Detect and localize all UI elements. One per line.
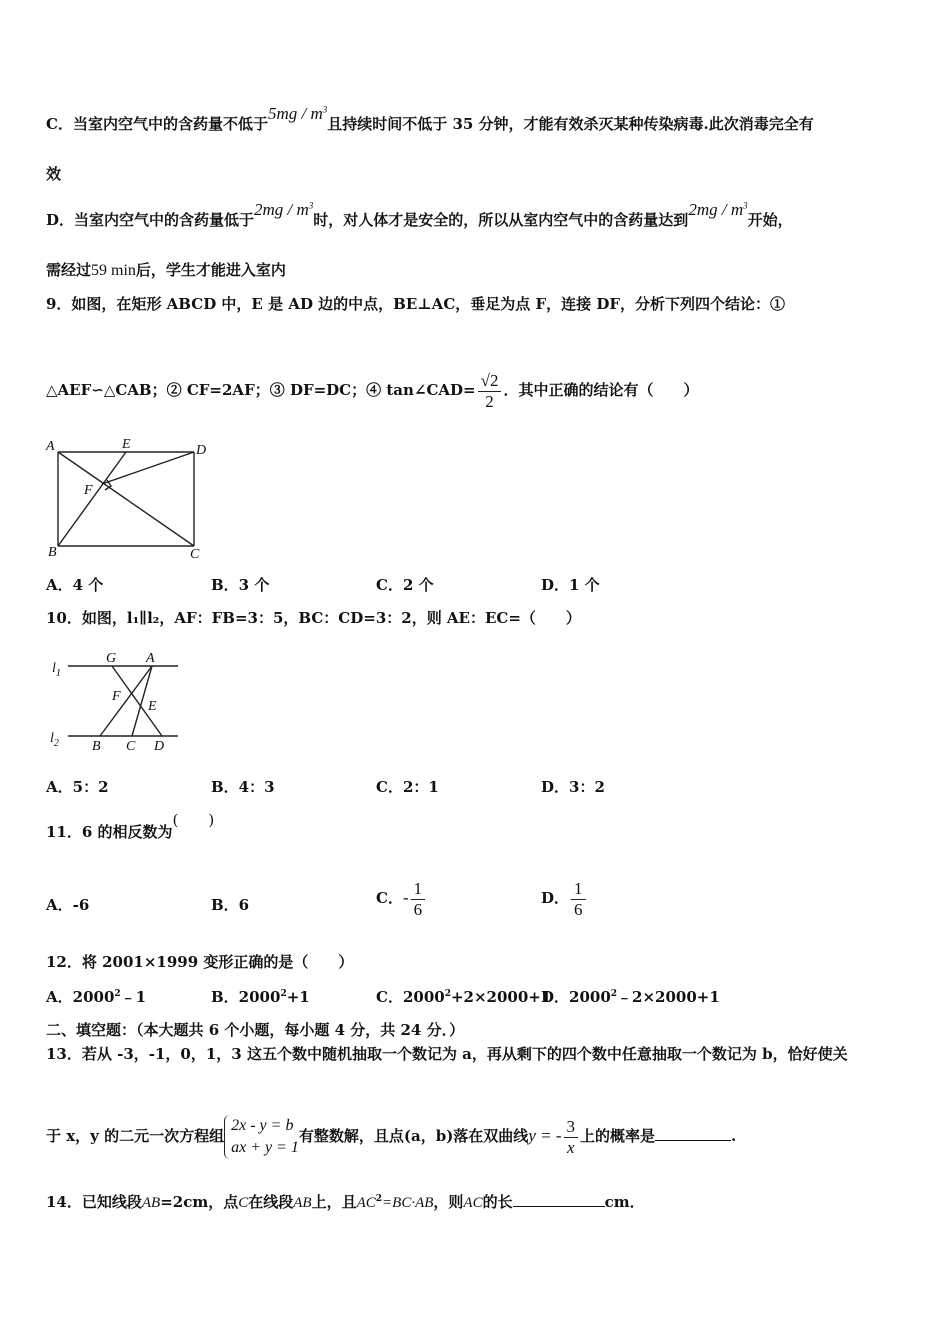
q11-stem: 11．6 的相反数为( ) [46,811,215,841]
q9-figure-rectangle [44,436,224,562]
fig9-label-b: B [48,545,57,560]
q11-option-b: B．6 [211,896,250,914]
q12-option-b: B．$2000^2+1$ [211,988,310,1006]
fig9-label-d: D [196,443,207,458]
fig10-label-l2: $l_2$ [50,731,59,749]
fig10-label-e: E [148,699,157,714]
q9-option-a: A．4 个 [46,576,104,594]
q11-option-d: D． $\frac{1}{6}$ [541,868,588,928]
q13-stem-line1: 13．若从 -3，-1，0，1，3 这五个数中随机抽取一个数记为 a，再从剩下的四个数中任意抽取一个数记为 b，恰好使关 [46,1045,848,1063]
q13-hyperbola-fraction: $\frac{3}{x}$ [564,1117,579,1158]
q12-stem: 12．将 2001×1999 变形正确的是（ ） [46,953,354,971]
q14-answer-blank[interactable] [513,1206,605,1207]
q9-option-c: C．2 个 [376,576,434,594]
q12-option-c: C．$2000^2+2\times 2000+1$ [376,988,552,1006]
q10-stem: 10．如图，l₁∥l₂，AF：FB=3：5，BC：CD=3：2，则 AE：EC=（ ） [46,609,581,627]
fig9-label-c: C [190,547,200,562]
q9-stem-line1: 9．如图，在矩形 ABCD 中，E 是 AD 边的中点，BE⊥AC，垂足为点 F，连接 DF，分析下列四个结论：① [46,295,786,313]
q11-option-c: C．- $\frac{1}{6}$ [376,868,427,928]
q10-option-d: D．3：2 [541,778,605,796]
q8-option-d-cont: 需经过59 min后，学生才能进入室内 [46,261,286,279]
fig10-label-g: G [106,651,117,666]
q8-option-c: C．当室内空气中的含药量不低于$5mg / m^3$且持续时间不低于 35 分钟，才能有效杀灭某种传染病毒.此次消毒完全有 [46,104,814,133]
q12-option-d: D．$2000^2﹣2\times 2000+1$ [541,988,720,1006]
fig10-label-d: D [154,739,165,754]
q9-option-d: D．1 个 [541,576,600,594]
section-2-heading: 二、填空题：（本大题共 6 个小题，每小题 4 分，共 24 分．） [46,1021,465,1039]
q9-stem-line2: △AEF∽△CAB；② CF=2AF；③ DF=DC；④ tan∠CAD= $\frac{√2}{2}$ ．其中正确的结论有（ ） [46,370,699,411]
fig10-label-b: B [92,739,101,754]
q9-fraction: $\frac{√2}{2}$ [478,371,502,412]
fig10-label-a: A [146,651,155,666]
fig9-label-a: A [46,439,55,454]
fig10-label-f: F [112,689,121,704]
fig10-label-c: C [126,739,136,754]
q8-d-unit2: $2mg / m^3$ [688,200,748,219]
q13-equation-system: 2x - y = b ax + y = 1 [224,1115,299,1159]
q8-option-c-cont: 效 [46,165,62,183]
q10-option-c: C．2：1 [376,778,439,796]
fig9-label-e: E [122,437,131,452]
q12-option-a: A．2000$^2$﹣1 [46,988,147,1006]
q14-stem: 14．已知线段AB=2cm，点C在线段AB上，且$AC^2=BC\cdot AB$，则AC的长 cm． [46,1193,645,1211]
q8-d-unit1: $2mg / m^3$ [254,200,314,219]
q10-option-a: A．5：2 [46,778,109,796]
q13-stem-line2: 于 x，y 的二元一次方程组 2x - y = b ax + y = 1 有整数解，且点(a，b)落在双曲线y = - $\frac{3}{x}$ 上的概率是 . [46,1106,736,1166]
q13-answer-blank[interactable] [655,1140,731,1141]
q10-figure-parallel-lines [44,646,184,756]
q10-option-b: B．4：3 [211,778,275,796]
q8-c-unit: $5mg / m^3$ [267,104,328,123]
q9-option-b: B．3 个 [211,576,270,594]
q11-option-a: A．-6 [46,896,90,914]
fig10-label-l1: $l_1$ [52,661,61,679]
q8-option-d: D．当室内空气中的含药量低于$2mg / m^3$时，对人体才是安全的，所以从室内空气中的含药量达到$2mg / m^3$开始， [46,200,793,229]
fig9-label-f: F [84,483,93,498]
